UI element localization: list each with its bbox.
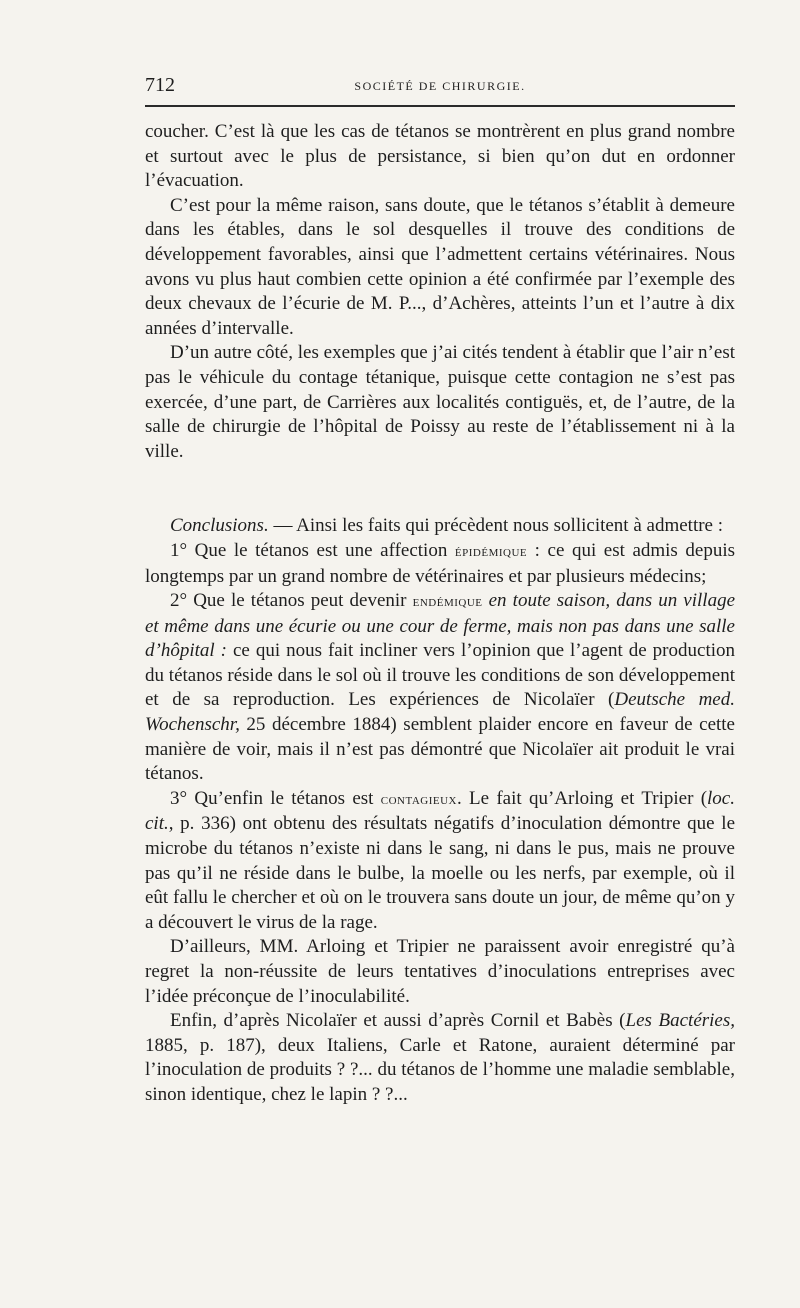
section-gap <box>145 464 735 514</box>
conclusion-item-1 <box>145 539 735 589</box>
item3-text-a: 3° Qu’enfin le tétanos est <box>170 787 381 809</box>
body-text <box>145 120 735 1108</box>
p5-citation: Les Bactéries, <box>625 1010 735 1032</box>
item1-text-b: : ce qui est admis depuis longtemps par un grand nombre de vétérinaires et par plusieurs médecins; <box>145 539 735 587</box>
paragraph-4: D’ailleurs, MM. Arloing et Tripier ne paraissent avoir enregistré qu’à regret la non-réussite de leurs tentatives d’inoculations entreprises avec l’idée préconçue de l’inoculabilité. <box>145 936 735 1007</box>
item2-text-b: ce qui nous fait incliner vers l’opinion que l’agent de production du tétanos réside dans le sol où il trouve les conditions de son développement et de sa reproduction. Les expériences de Nicolaïer ( <box>145 640 735 711</box>
p5-text-a: Enfin, d’après Nicolaïer et aussi d’après Cornil et Babès ( <box>170 1010 626 1032</box>
page-number: 712 <box>145 74 175 96</box>
paragraph-3: D’un autre côté, les exemples que j’ai cités tendent à établir que l’air n’est pas le véhicule du contage tétanique, puisque cette contagion ne s’est pas exercée, d’une part, de Carrières aux localités contiguës, et, de l’autre, de la salle de chirurgie de l’hôpital de Poissy au reste de l’établissement ni à la ville. <box>145 342 735 462</box>
conclusions-paragraph <box>145 514 735 539</box>
item2-text-c: 25 décembre 1884) semblent plaider encore en faveur de cette manière de voir, mais il n’est pas démontré que Nicolaïer ait produit le vrai tétanos. <box>145 714 735 785</box>
item1-term: épidémique <box>454 543 528 560</box>
page-header <box>145 70 735 100</box>
paragraph-1: coucher. C’est là que les cas de tétanos se montrèrent en plus grand nombre et surtout avec le plus de persistance, si bien qu’on dut en ordonner l’évacuation. <box>145 121 735 192</box>
conclusion-item-2 <box>145 589 735 787</box>
item2-italic: en toute saison, dans un village et même dans une écurie ou une cour de ferme, mais non pas dans une salle d’hôpital : <box>145 590 736 662</box>
running-title: SOCIÉTÉ DE CHIRURGIE. <box>354 79 526 93</box>
item1-text-a: 1° Que le tétanos est une affection <box>170 539 455 561</box>
paragraph-5 <box>145 1009 735 1107</box>
item3-text-b: . Le fait qu’Arloing et Tripier ( <box>456 787 708 809</box>
conclusions-text: — Ainsi les faits qui précèdent nous sollicitent à admettre : <box>268 515 724 537</box>
item3-term: contagieux <box>380 791 457 808</box>
header-rule <box>145 105 735 107</box>
item3-citation: loc. cit. <box>145 787 735 835</box>
item2-term: endémique <box>412 594 483 611</box>
item2-text-a: 2° Que le tétanos peut devenir <box>170 590 413 612</box>
paragraph-2: C’est pour la même raison, sans doute, que le tétanos s’établit à demeure dans les étables, dans le sol desquelles il trouve des conditions de développement favorables, ainsi que l’admettent certains vétérinaires. Nous avons vu plus haut combien cette opinion a été confirmée par l’exemple des deux chevaux de l’écurie de M. P..., d’Achères, atteints l’un et l’autre à dix années d’intervalle. <box>145 194 735 339</box>
item2-citation: Deutsche med. Wochenschr, <box>145 689 735 736</box>
item3-text-c: , p. 336) ont obtenu des résultats négatifs d’inoculation démontre que le microbe du tétanos n’existe ni dans le sang, ni dans le pus, mais ne prouve pas qu’il ne réside dans le bulbe, la moelle ou les nerfs, par exemple, où il eût fallu le chercher et où on le trouvera sans doute un jour, de même qu’on y a découvert le virus de la rage. <box>145 813 735 933</box>
conclusions-heading: Conclusions. <box>170 515 269 537</box>
p5-text-b: 1885, p. 187), deux Italiens, Carle et Ratone, auraient déterminé par l’inoculation de produits ? ?... du tétanos de l’homme une maladie semblable, sinon identique, chez le lapin ? ?... <box>145 1034 735 1105</box>
conclusion-item-3 <box>145 787 735 936</box>
